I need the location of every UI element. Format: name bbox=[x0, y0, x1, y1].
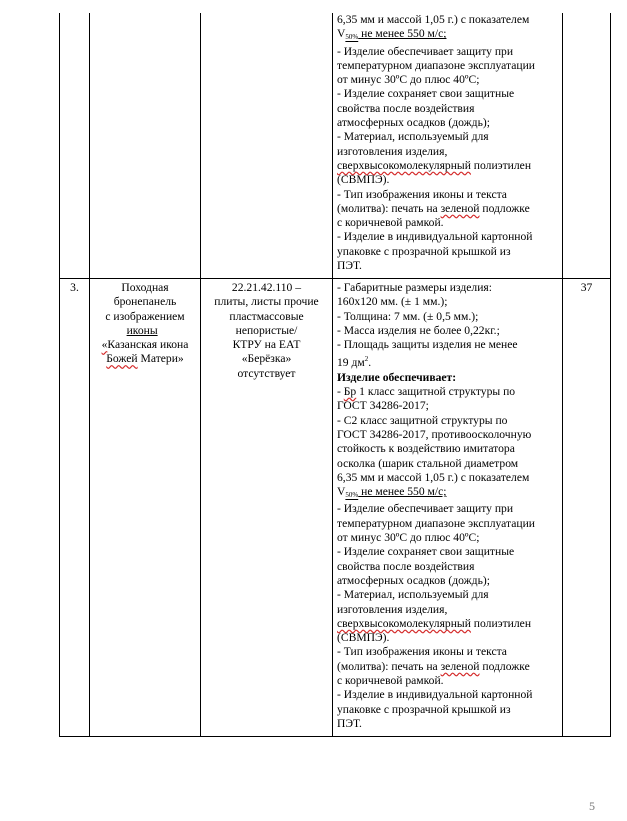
velocity-text: не менее 550 м/с; bbox=[358, 485, 447, 499]
product-name-line: с изображением bbox=[105, 309, 185, 323]
spec-text: - bbox=[337, 385, 344, 399]
icon-word: иконы bbox=[126, 323, 158, 337]
spec-line bbox=[337, 617, 561, 631]
superscript: 2 bbox=[364, 355, 369, 364]
spec-line bbox=[337, 159, 561, 173]
spellcheck-word: сверхвысокомолекулярный bbox=[337, 616, 471, 630]
code-line: «Берёзка» bbox=[241, 352, 292, 366]
velocity-symbol: V bbox=[337, 485, 346, 499]
spec-line: упаковке с прозрачной крышкой из bbox=[337, 702, 511, 716]
spec-line: атмосферных осадков (дождь); bbox=[337, 116, 490, 130]
spec-line: 6,35 мм и массой 1,05 г.) с показателем bbox=[337, 13, 530, 26]
spec-line: - Габаритные размеры изделия: bbox=[337, 281, 492, 294]
spec-line: - Площадь защиты изделия не менее bbox=[337, 338, 518, 352]
table-border-left bbox=[59, 13, 60, 737]
spec-text: . bbox=[368, 356, 372, 370]
spec-line: ПЭТ. bbox=[337, 259, 362, 273]
spec-line: - Изделие в индивидуальной картонной bbox=[337, 230, 533, 244]
product-name-text: Казанская икона bbox=[107, 338, 189, 352]
product-name-line bbox=[90, 324, 200, 338]
spec-line: изготовления изделия, bbox=[337, 602, 448, 616]
product-name-line bbox=[90, 338, 200, 352]
row-top-specs-cell bbox=[337, 13, 561, 273]
spec-line: - Изделие сохраняет свои защитные bbox=[337, 87, 515, 101]
spec-line: температурном диапазоне эксплуатации bbox=[337, 516, 535, 530]
spec-line: с коричневой рамкой. bbox=[337, 674, 444, 688]
velocity-subscript: 50% bbox=[345, 491, 359, 500]
spec-line: упаковке с прозрачной крышкой из bbox=[337, 244, 511, 258]
spec-line bbox=[337, 352, 561, 370]
spec-line: - Толщина: 7 мм. (± 0,5 мм.); bbox=[337, 309, 479, 323]
velocity-symbol: V bbox=[337, 27, 346, 41]
spec-line: атмосферных осадков (дождь); bbox=[337, 573, 490, 587]
spec-line: (СВМПЭ). bbox=[337, 173, 390, 187]
quantity-value: 37 bbox=[580, 281, 593, 294]
spec-line bbox=[337, 385, 561, 399]
spec-line: стойкость к воздействию имитатора bbox=[337, 442, 515, 456]
spec-line bbox=[337, 27, 561, 44]
spec-text: (молитва): печать на bbox=[337, 659, 441, 673]
velocity-subscript: 50% bbox=[345, 33, 359, 42]
spec-line: - Тип изображения иконы и текста bbox=[337, 187, 507, 201]
spec-text: 19 дм bbox=[337, 356, 365, 370]
product-name-text: Матери» bbox=[137, 352, 184, 366]
spec-line: - Изделие сохраняет свои защитные bbox=[337, 545, 515, 559]
specifications-cell bbox=[337, 281, 561, 731]
column-divider-1 bbox=[89, 13, 90, 737]
code-line: КТРУ на ЕАТ bbox=[232, 338, 301, 352]
spec-line: ГОСТ 34286-2017; bbox=[337, 399, 429, 413]
spec-text: подложке bbox=[479, 201, 530, 215]
spec-line: от минус 30ºС до плюс 40ºС; bbox=[337, 73, 480, 87]
spellcheck-word: сверхвысокомолекулярный bbox=[337, 158, 471, 172]
spellcheck-word: зеленой bbox=[440, 659, 480, 673]
spec-line bbox=[337, 202, 561, 216]
specification-table bbox=[59, 13, 611, 737]
row-number: 3. bbox=[70, 281, 79, 294]
spec-line: - С2 класс защитной структуры по bbox=[337, 413, 508, 427]
spellcheck-word: Бр bbox=[343, 385, 357, 399]
spec-line: температурном диапазоне эксплуатации bbox=[337, 58, 535, 72]
spec-line: 160х120 мм. (± 1 мм.); bbox=[337, 295, 448, 309]
code-line: пластмассовые bbox=[229, 309, 304, 323]
row-number-cell bbox=[60, 281, 89, 295]
spec-line: - Тип изображения иконы и текста bbox=[337, 645, 507, 659]
quantity-cell bbox=[563, 281, 610, 295]
spec-line: с коричневой рамкой. bbox=[337, 216, 444, 230]
spec-line: - Изделие обеспечивает защиту при bbox=[337, 502, 514, 516]
spec-heading: Изделие обеспечивает: bbox=[337, 370, 457, 384]
product-name-line bbox=[90, 352, 200, 366]
spec-line: - Материал, используемый для bbox=[337, 130, 489, 144]
code-line: непористые/ bbox=[235, 323, 298, 337]
spec-text: полиэтилен bbox=[470, 158, 532, 172]
spec-line: свойства после воздействия bbox=[337, 101, 475, 115]
product-name-line: Походная bbox=[121, 281, 169, 294]
page-number: 5 bbox=[589, 799, 595, 813]
column-divider-3 bbox=[332, 13, 333, 737]
spec-line: 6,35 мм и массой 1,05 г.) с показателем bbox=[337, 470, 530, 484]
table-border-bottom bbox=[59, 736, 611, 737]
spec-text: подложке bbox=[479, 659, 530, 673]
spec-line: - Материал, используемый для bbox=[337, 588, 489, 602]
code-line: отсутствует bbox=[237, 366, 296, 380]
spellcheck-word: Божей bbox=[106, 352, 138, 366]
velocity-text: не менее 550 м/с; bbox=[358, 27, 447, 41]
spec-line: (СВМПЭ). bbox=[337, 631, 390, 645]
spec-line: ПЭТ. bbox=[337, 716, 362, 730]
spec-line: от минус 30ºС до плюс 40ºС; bbox=[337, 531, 480, 545]
code-line: 22.21.42.110 – bbox=[231, 281, 302, 294]
row-separator bbox=[59, 278, 611, 279]
spec-text: полиэтилен bbox=[470, 616, 532, 630]
spec-text: (молитва): печать на bbox=[337, 201, 441, 215]
spec-line: - Масса изделия не более 0,22кг.; bbox=[337, 323, 500, 337]
spec-line: осколка (шарик стальной диаметром bbox=[337, 456, 519, 470]
code-line: плиты, листы прочие bbox=[214, 295, 319, 309]
spec-line: свойства после воздействия bbox=[337, 559, 475, 573]
spellcheck-word: зеленой bbox=[440, 201, 480, 215]
classification-code-cell bbox=[201, 281, 332, 381]
spec-line: - Изделие обеспечивает защиту при bbox=[337, 44, 514, 58]
spec-line bbox=[337, 660, 561, 674]
spec-line: ГОСТ 34286-2017, противоосколочную bbox=[337, 427, 532, 441]
product-name-cell bbox=[90, 281, 200, 367]
spec-line: - Изделие в индивидуальной картонной bbox=[337, 688, 533, 702]
spec-line bbox=[337, 485, 561, 502]
spec-text: 1 класс защитной структуры по bbox=[356, 385, 516, 399]
spec-line: изготовления изделия, bbox=[337, 144, 448, 158]
spellcheck-word: « bbox=[101, 338, 108, 352]
column-divider-4 bbox=[562, 13, 563, 737]
table-border-right bbox=[610, 13, 611, 737]
product-name-line: бронепанель bbox=[113, 295, 177, 309]
